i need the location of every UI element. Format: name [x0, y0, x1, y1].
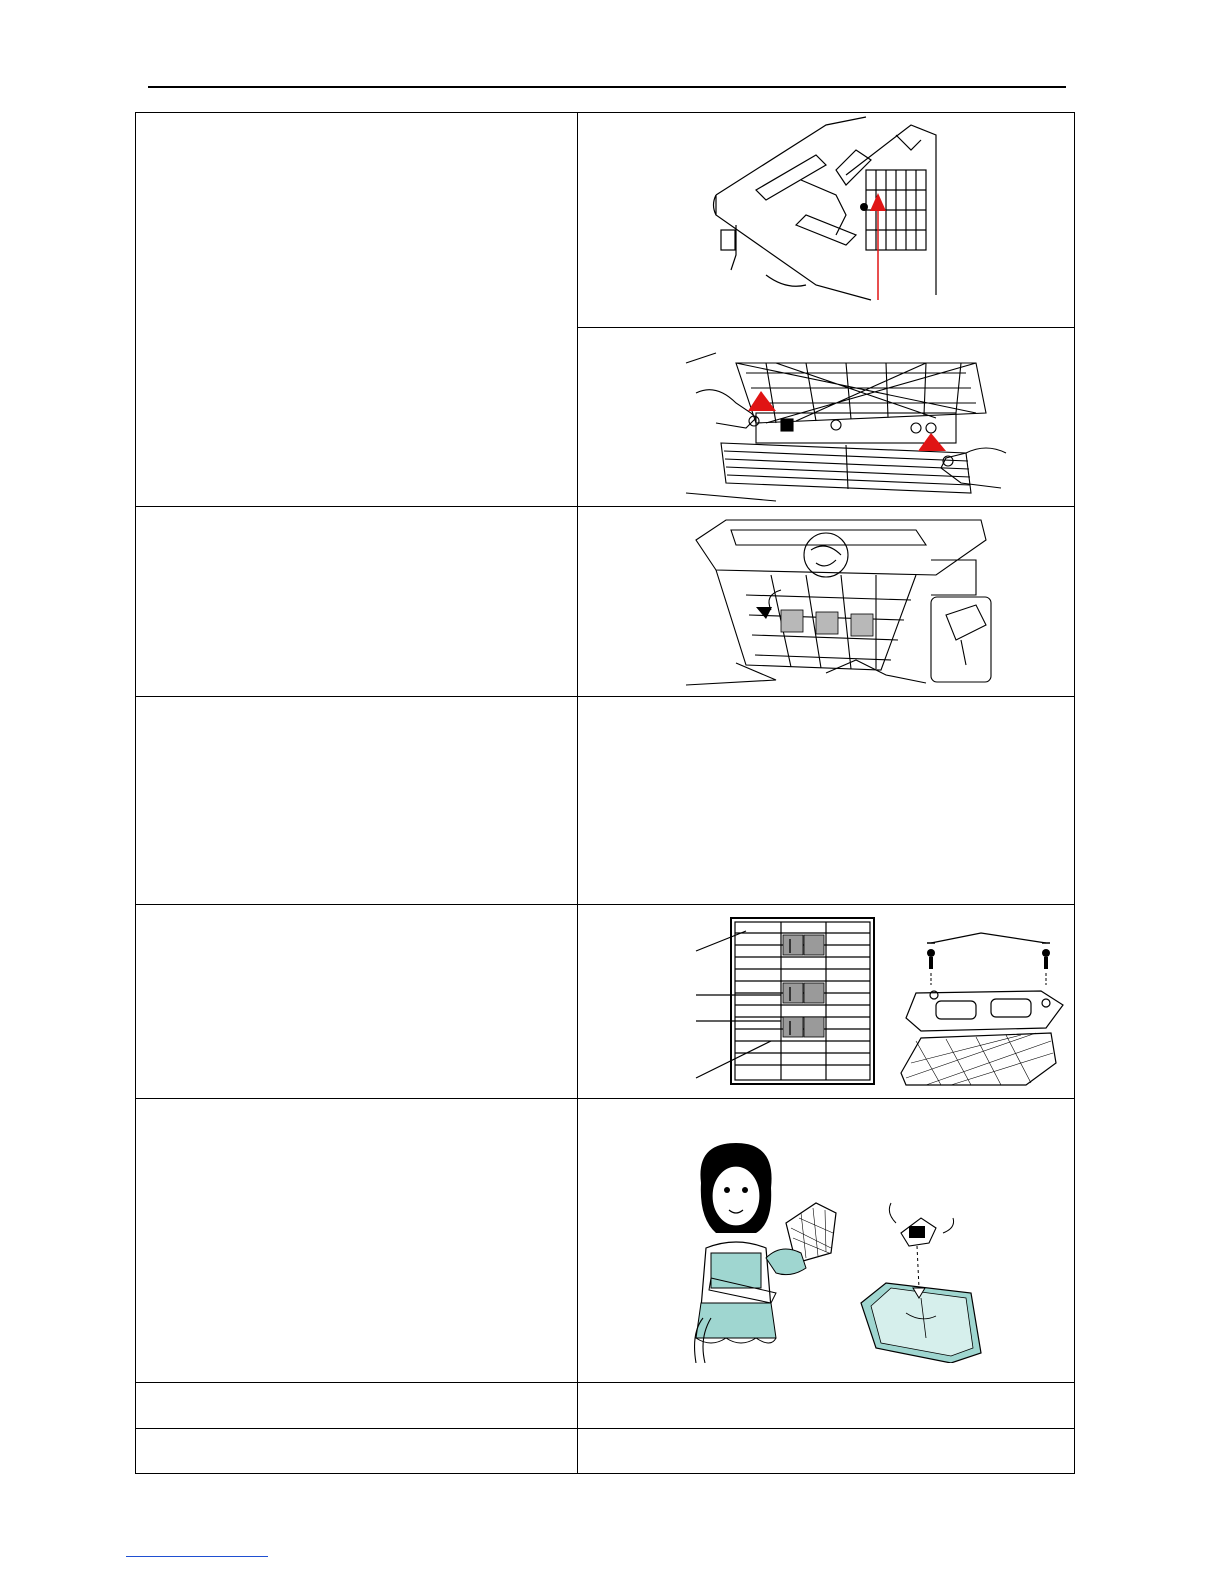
instruction-table — [135, 112, 1075, 1474]
filter-screws-figure — [691, 913, 1071, 1095]
row-divider — [577, 327, 1074, 328]
filter-cleaning-drawing — [681, 1138, 991, 1363]
row-divider — [136, 696, 1074, 697]
panel-corner-latch-figure — [696, 115, 996, 305]
grille-release-buttons-figure — [676, 333, 1016, 503]
panel-corner-latch-drawing — [696, 115, 996, 305]
filter-cleaning-figure — [681, 1138, 991, 1363]
grille-open-hinge-drawing — [676, 515, 1006, 687]
filter-screws-drawing — [691, 913, 1071, 1095]
row-divider — [136, 904, 1074, 905]
row-divider — [136, 1382, 1074, 1383]
row-divider — [136, 1428, 1074, 1429]
footer-link-underline[interactable] — [126, 1556, 268, 1557]
row-divider — [136, 506, 1074, 507]
grille-release-buttons-drawing — [676, 333, 1016, 503]
column-divider — [577, 113, 578, 1473]
grille-open-hinge-figure — [676, 515, 1006, 687]
row-divider — [136, 1098, 1074, 1099]
header-rule — [148, 86, 1066, 88]
